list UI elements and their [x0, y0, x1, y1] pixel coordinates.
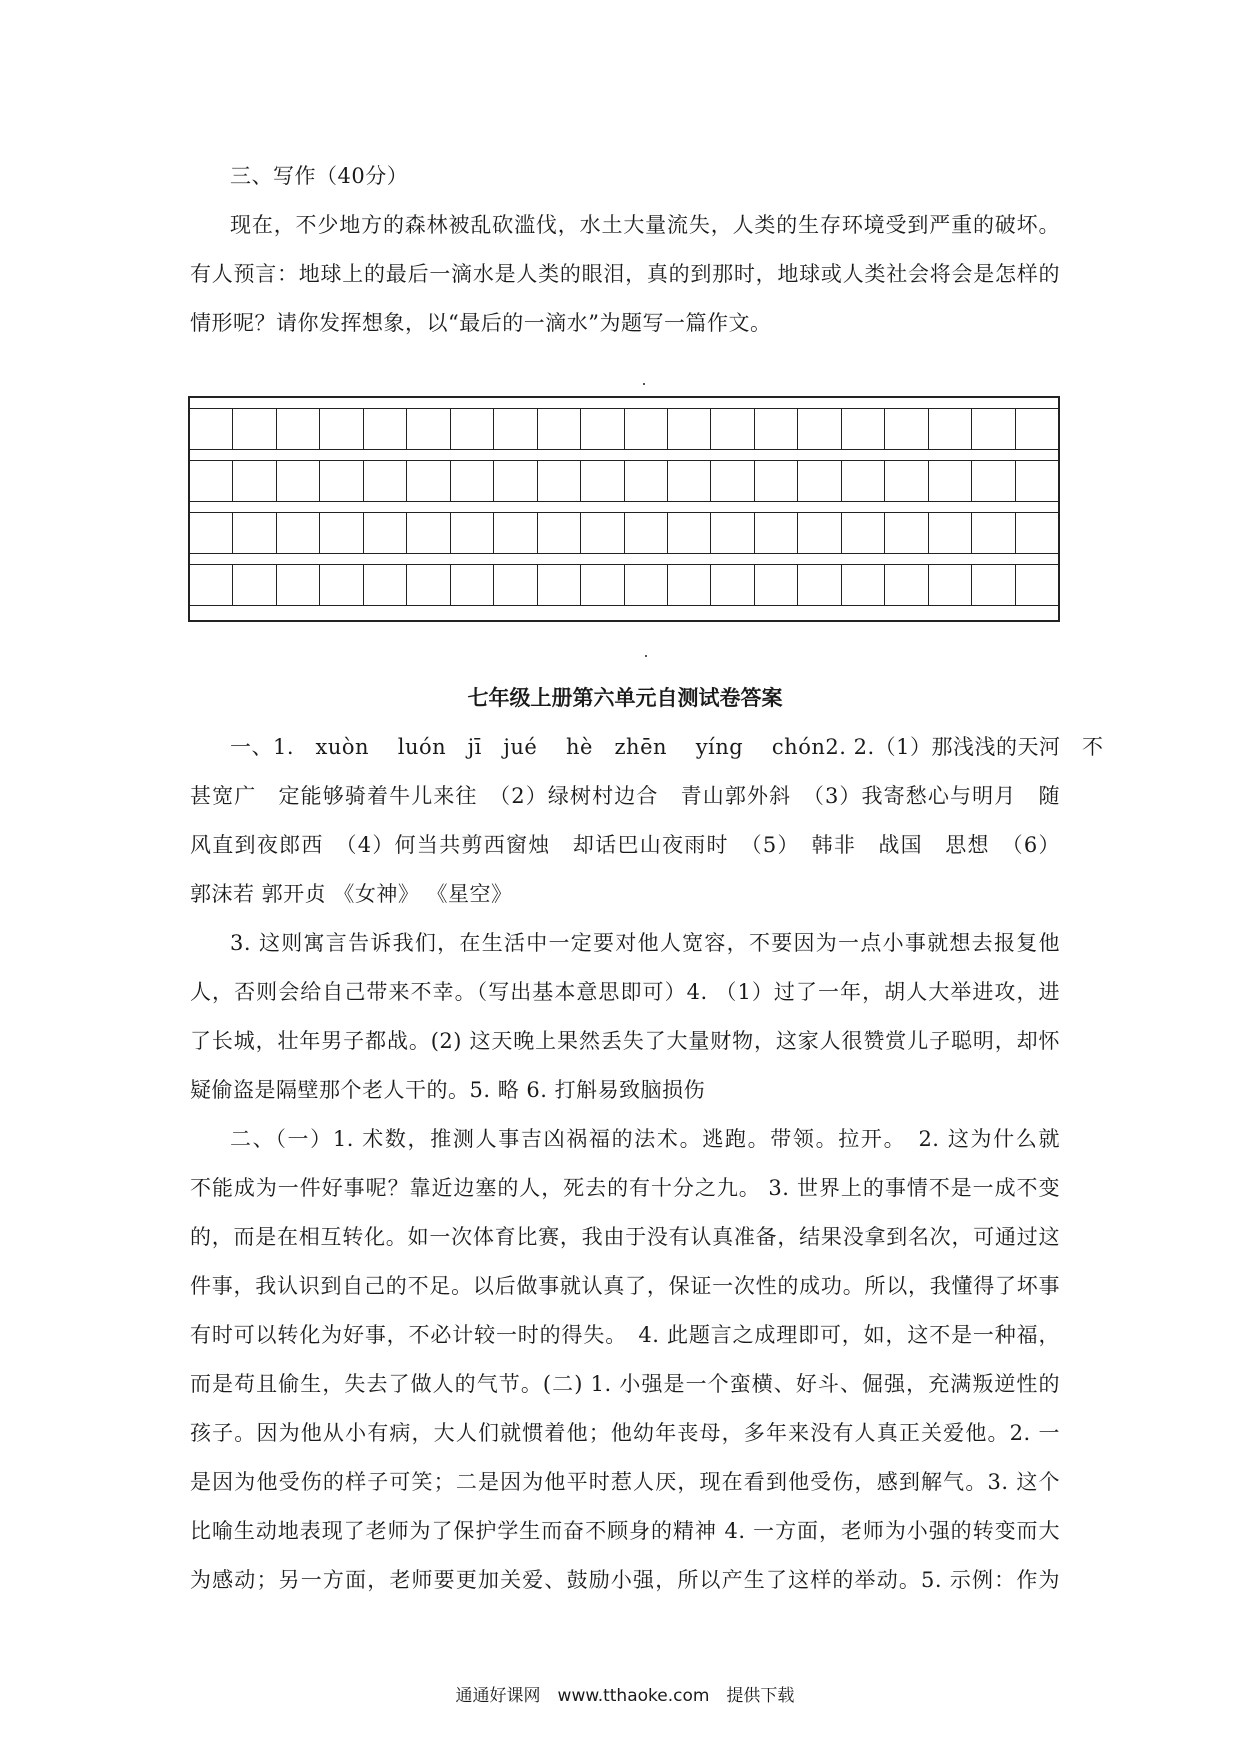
grid-cell	[320, 513, 363, 553]
grid-gap-strip	[190, 554, 1058, 565]
grid-cell	[625, 409, 668, 449]
grid-cell	[451, 565, 494, 605]
grid-cell	[538, 565, 581, 605]
grid-cell	[581, 409, 624, 449]
grid-cell	[277, 409, 320, 449]
grid-cell	[233, 565, 276, 605]
answer-line-4: 郭沫若 郭开贞 《女神》 《星空》	[190, 882, 513, 906]
grid-cell	[929, 461, 972, 501]
grid-cell	[233, 513, 276, 553]
grid-cell	[277, 565, 320, 605]
grid-cell	[1016, 565, 1058, 605]
grid-cell	[668, 461, 711, 501]
grid-cell	[364, 409, 407, 449]
grid-cell	[972, 409, 1015, 449]
grid-cell	[1016, 409, 1058, 449]
grid-cell	[755, 513, 798, 553]
grid-cell	[755, 565, 798, 605]
scan-speck	[643, 383, 645, 385]
grid-cell	[711, 461, 754, 501]
grid-cell	[320, 461, 363, 501]
grid-cell	[885, 409, 928, 449]
grid-cell	[668, 565, 711, 605]
grid-cell	[494, 409, 537, 449]
grid-cell	[798, 409, 841, 449]
grid-cell	[494, 565, 537, 605]
grid-cell	[668, 513, 711, 553]
answer-line-1: 一、1. xuòn luón jī jué hè zhēn yíng chón2. 2.（1）那浅浅的天河 不	[230, 735, 1104, 759]
grid-row	[190, 409, 1058, 450]
grid-cell	[842, 461, 885, 501]
writing-prompt-line-2: 有人预言：地球上的最后一滴水是人类的眼泪，真的到那时，地球或人类社会将会是怎样的	[190, 262, 1060, 286]
writing-prompt-line-1: 现在，不少地方的森林被乱砍滥伐，水土大量流失，人类的生存环境受到严重的破坏。	[230, 213, 1060, 237]
grid-cell	[1016, 461, 1058, 501]
grid-cell	[233, 409, 276, 449]
grid-cell	[842, 565, 885, 605]
grid-row	[190, 513, 1058, 554]
grid-cell	[755, 409, 798, 449]
grid-cell	[755, 461, 798, 501]
grid-cell	[972, 565, 1015, 605]
grid-cell	[364, 565, 407, 605]
grid-cell	[407, 565, 450, 605]
answer-line-12: 件事，我认识到自己的不足。以后做事就认真了，保证一次性的成功。所以，我懂得了坏事	[190, 1274, 1060, 1298]
grid-cell	[625, 565, 668, 605]
answer-line-18: 为感动；另一方面，老师要更加关爱、鼓励小强，所以产生了这样的举动。5. 示例：作为	[190, 1568, 1060, 1592]
grid-cell	[407, 513, 450, 553]
answer-line-7: 了长城，壮年男子都战。(2) 这天晚上果然丢失了大量财物，这家人很赞赏儿子聪明，却怀	[190, 1029, 1060, 1053]
grid-cell	[885, 513, 928, 553]
grid-gap-strip	[190, 398, 1058, 409]
answer-line-10: 不能成为一件好事呢？靠近边塞的人，死去的有十分之九。 3. 世界上的事情不是一成不变	[190, 1176, 1060, 1200]
grid-cell	[625, 461, 668, 501]
grid-cell	[885, 565, 928, 605]
writing-heading: 三、写作（40分）	[230, 164, 409, 188]
grid-gap-strip	[190, 502, 1058, 513]
answer-line-5: 3. 这则寓言告诉我们，在生活中一定要对他人宽容，不要因为一点小事就想去报复他	[230, 931, 1060, 955]
grid-cell	[885, 461, 928, 501]
grid-cell	[320, 409, 363, 449]
answer-line-17: 比喻生动地表现了老师为了保护学生而奋不顾身的精神 4. 一方面，老师为小强的转变而大	[190, 1519, 1060, 1543]
essay-answer-grid	[188, 396, 1060, 622]
grid-cell	[625, 513, 668, 553]
grid-row	[190, 565, 1058, 606]
grid-cell	[711, 409, 754, 449]
grid-cell	[711, 513, 754, 553]
grid-cell	[581, 461, 624, 501]
grid-cell	[320, 565, 363, 605]
answer-line-6: 人，否则会给自己带来不幸。（写出基本意思即可）4. （1）过了一年，胡人大举进攻，进	[190, 980, 1060, 1004]
grid-cell	[798, 513, 841, 553]
answer-line-15: 孩子。因为他从小有病，大人们就惯着他；他幼年丧母，多年来没有人真正关爱他。2. 一	[190, 1421, 1060, 1445]
grid-cell	[451, 461, 494, 501]
grid-cell	[407, 409, 450, 449]
grid-cell	[277, 461, 320, 501]
grid-cell	[581, 513, 624, 553]
answer-line-2: 甚宽广 定能够骑着牛儿来往 （2）绿树村边合 青山郭外斜 （3）我寄愁心与明月 随	[190, 784, 1060, 808]
grid-gap-strip	[190, 450, 1058, 461]
grid-cell	[494, 513, 537, 553]
grid-cell	[972, 461, 1015, 501]
grid-cell	[798, 461, 841, 501]
grid-cell	[668, 409, 711, 449]
grid-cell	[451, 513, 494, 553]
writing-prompt-line-3: 情形呢？请你发挥想象，以“最后的一滴水”为题写一篇作文。	[190, 311, 772, 335]
grid-cell	[929, 409, 972, 449]
grid-cell	[538, 513, 581, 553]
grid-cell	[798, 565, 841, 605]
grid-cell	[233, 461, 276, 501]
grid-row	[190, 461, 1058, 502]
answer-line-13: 有时可以转化为好事，不必计较一时的得失。 4. 此题言之成理即可，如，这不是一种福，	[190, 1323, 1060, 1347]
answers-title: 七年级上册第六单元自测试卷答案	[467, 686, 783, 710]
grid-cell	[711, 565, 754, 605]
answer-line-14: 而是苟且偷生，失去了做人的气节。(二) 1. 小强是一个蛮横、好斗、倔强，充满叛逆性的	[190, 1372, 1060, 1396]
answer-line-3: 风直到夜郎西 （4）何当共剪西窗烛 却话巴山夜雨时 （5） 韩非 战国 思想 （6）	[190, 833, 1060, 857]
grid-cell	[451, 409, 494, 449]
grid-cell	[1016, 513, 1058, 553]
answer-line-11: 的，而是在相互转化。如一次体育比赛，我由于没有认真准备，结果没拿到名次，可通过这	[190, 1225, 1060, 1249]
grid-cell	[538, 409, 581, 449]
grid-cell	[407, 461, 450, 501]
grid-cell	[929, 513, 972, 553]
answer-line-9: 二、（一）1. 术数，推测人事吉凶祸福的法术。逃跑。带领。拉开。 2. 这为什么就	[230, 1127, 1060, 1151]
grid-cell	[842, 513, 885, 553]
grid-cell	[364, 513, 407, 553]
grid-cell	[972, 513, 1015, 553]
scan-speck	[645, 655, 647, 657]
grid-cell	[929, 565, 972, 605]
grid-cell	[190, 513, 233, 553]
grid-cell	[190, 409, 233, 449]
answer-line-16: 是因为他受伤的样子可笑；二是因为他平时惹人厌，现在看到他受伤，感到解气。3. 这个	[190, 1470, 1060, 1494]
grid-cell	[538, 461, 581, 501]
answer-line-8: 疑偷盗是隔壁那个老人干的。5. 略 6. 打斛易致脑损伤	[190, 1078, 706, 1102]
grid-cell	[494, 461, 537, 501]
grid-cell	[364, 461, 407, 501]
grid-cell	[277, 513, 320, 553]
grid-cell	[581, 565, 624, 605]
grid-cell	[842, 409, 885, 449]
grid-cell	[190, 565, 233, 605]
page-footer: 通通好课网 www.tthaoke.com 提供下载	[455, 1686, 795, 1706]
grid-cell	[190, 461, 233, 501]
